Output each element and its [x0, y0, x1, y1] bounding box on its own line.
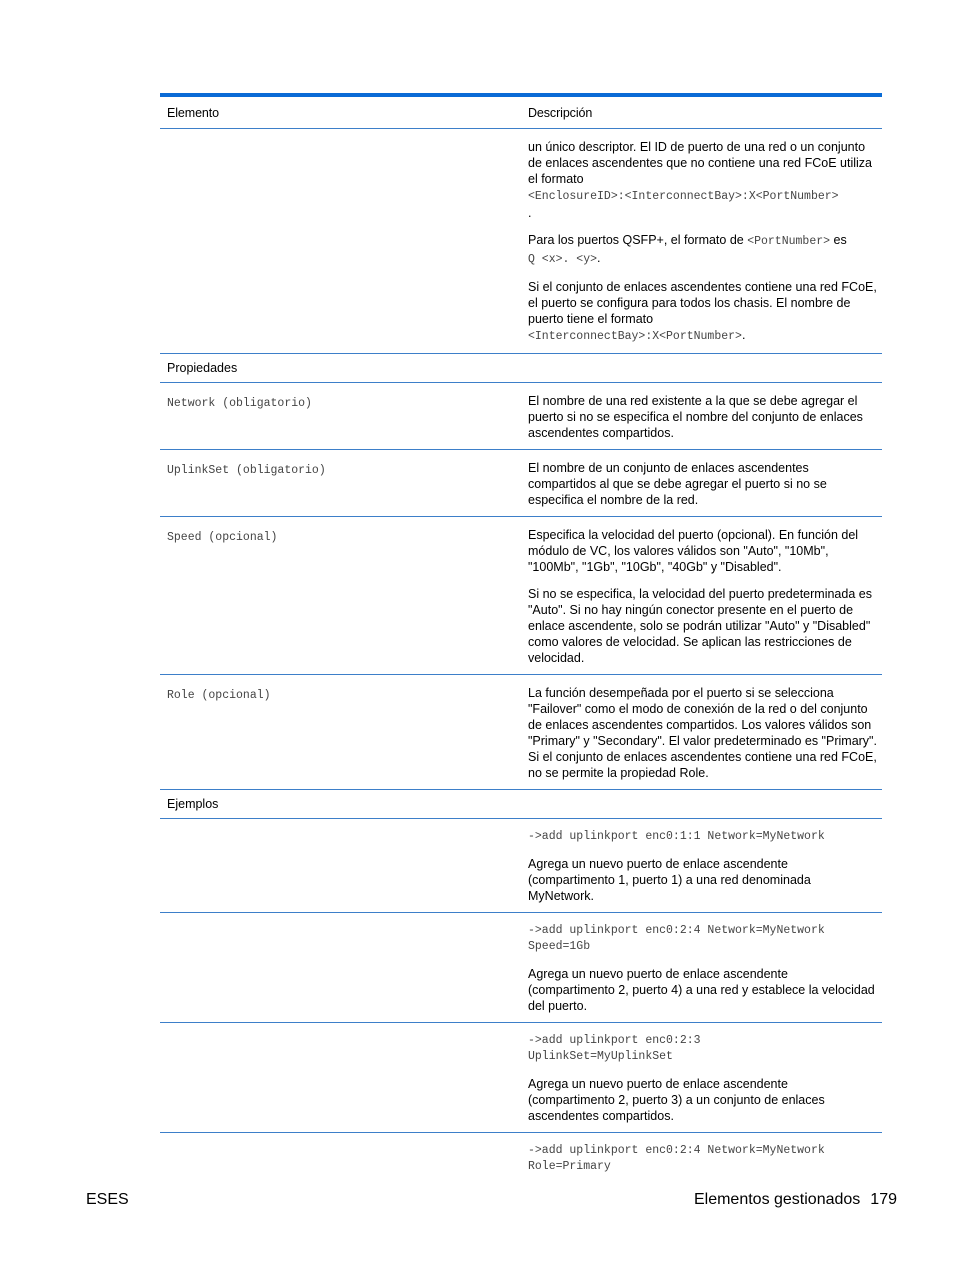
property-description: Si no se especifica, la velocidad del puerto predeterminada es "Auto". Si no hay ningún conector presente en el puerto de enlace ascendente, solo se podrán utilizar "Auto" y "Disabled" como valores de velocidad. Se aplican las restricciones de velocidad.	[528, 587, 872, 665]
table-header-row	[160, 97, 882, 129]
header-element: Elemento	[167, 106, 220, 120]
continuation-row	[160, 129, 882, 354]
example-command: ->add uplinkport enc0:2:4 Network=MyNetwork Role=Primary	[528, 1144, 825, 1173]
footer-page-number: 179	[870, 1191, 897, 1208]
property-name: Role (opcional)	[167, 689, 271, 702]
property-name: UplinkSet (obligatorio)	[167, 464, 326, 477]
header-description: Descripción	[528, 106, 593, 120]
example-description: Agrega un nuevo puerto de enlace ascendente (compartimento 1, puerto 1) a una red denominada MyNetwork.	[528, 857, 811, 903]
example-command: ->add uplinkport enc0:2:4 Network=MyNetwork Speed=1Gb	[528, 924, 825, 953]
property-row-network	[160, 383, 882, 450]
property-row-uplinkset	[160, 450, 882, 517]
example-description: Agrega un nuevo puerto de enlace ascendente (compartimento 2, puerto 3) a un conjunto de enlaces ascendentes compartidos.	[528, 1077, 825, 1123]
continuation-paragraph-1: un único descriptor. El ID de puerto de una red o un conjunto de enlaces ascendentes que no contiene una red FCoE utiliza el formato <EnclosureID>:<InterconnectBay>:X<PortNumber> .	[528, 140, 872, 220]
continuation-paragraph-3: Si el conjunto de enlaces ascendentes contiene una red FCoE, el puerto se configura para todos los chasis. El nombre de puerto tiene el formato <InterconnectBay>:X<PortNumber>.	[528, 280, 877, 343]
example-command: ->add uplinkport enc0:1:1 Network=MyNetwork	[528, 830, 825, 843]
example-row-4	[160, 1133, 882, 1183]
parameters-table	[160, 93, 882, 1183]
property-description: El nombre de una red existente a la que se debe agregar el puerto si no se especifica el nombre del conjunto de enlaces ascendentes compartidos.	[528, 394, 863, 440]
property-row-role	[160, 675, 882, 790]
footer-page-info	[694, 1191, 897, 1209]
example-row-3	[160, 1023, 882, 1133]
example-command: ->add uplinkport enc0:2:3 UplinkSet=MyUplinkSet	[528, 1034, 701, 1063]
property-description: Especifica la velocidad del puerto (opcional). En función del módulo de VC, los valores válidos son "Auto", "10Mb", "100Mb", "1Gb", "10Gb", "40Gb" y "Disabled".	[528, 528, 859, 574]
property-name: Speed (opcional)	[167, 531, 278, 544]
example-description: Agrega un nuevo puerto de enlace ascendente (compartimento 2, puerto 4) a una red y establece la velocidad del puerto.	[528, 967, 875, 1013]
example-row-1	[160, 819, 882, 913]
continuation-paragraph-2: Para los puertos QSFP+, el formato de <PortNumber> es Q <x>. <y>.	[528, 233, 847, 266]
property-description: El nombre de un conjunto de enlaces ascendentes compartidos al que se debe agregar el puerto si no se especifica el nombre de la red.	[528, 461, 827, 507]
footer-language-code: ESES	[86, 1191, 129, 1208]
property-description: La función desempeñada por el puerto si se selecciona "Failover" como el modo de conexión de la red o del conjunto de enlaces ascendentes compartidos. Los valores válidos son "Primary" y "Secondary". El valor predeterminado es "Primary". Si el conjunto de enlaces ascendentes contiene una red FCoE, no se permite la propiedad Role.	[528, 686, 877, 780]
section-properties-label: Propiedades	[167, 361, 238, 375]
example-row-2	[160, 913, 882, 1023]
section-examples-label: Ejemplos	[167, 797, 219, 811]
footer-section-title: Elementos gestionados	[693, 1191, 861, 1208]
property-name: Network (obligatorio)	[167, 397, 312, 410]
property-row-speed	[160, 517, 882, 675]
section-properties-row	[160, 354, 882, 383]
section-examples-row	[160, 790, 882, 819]
